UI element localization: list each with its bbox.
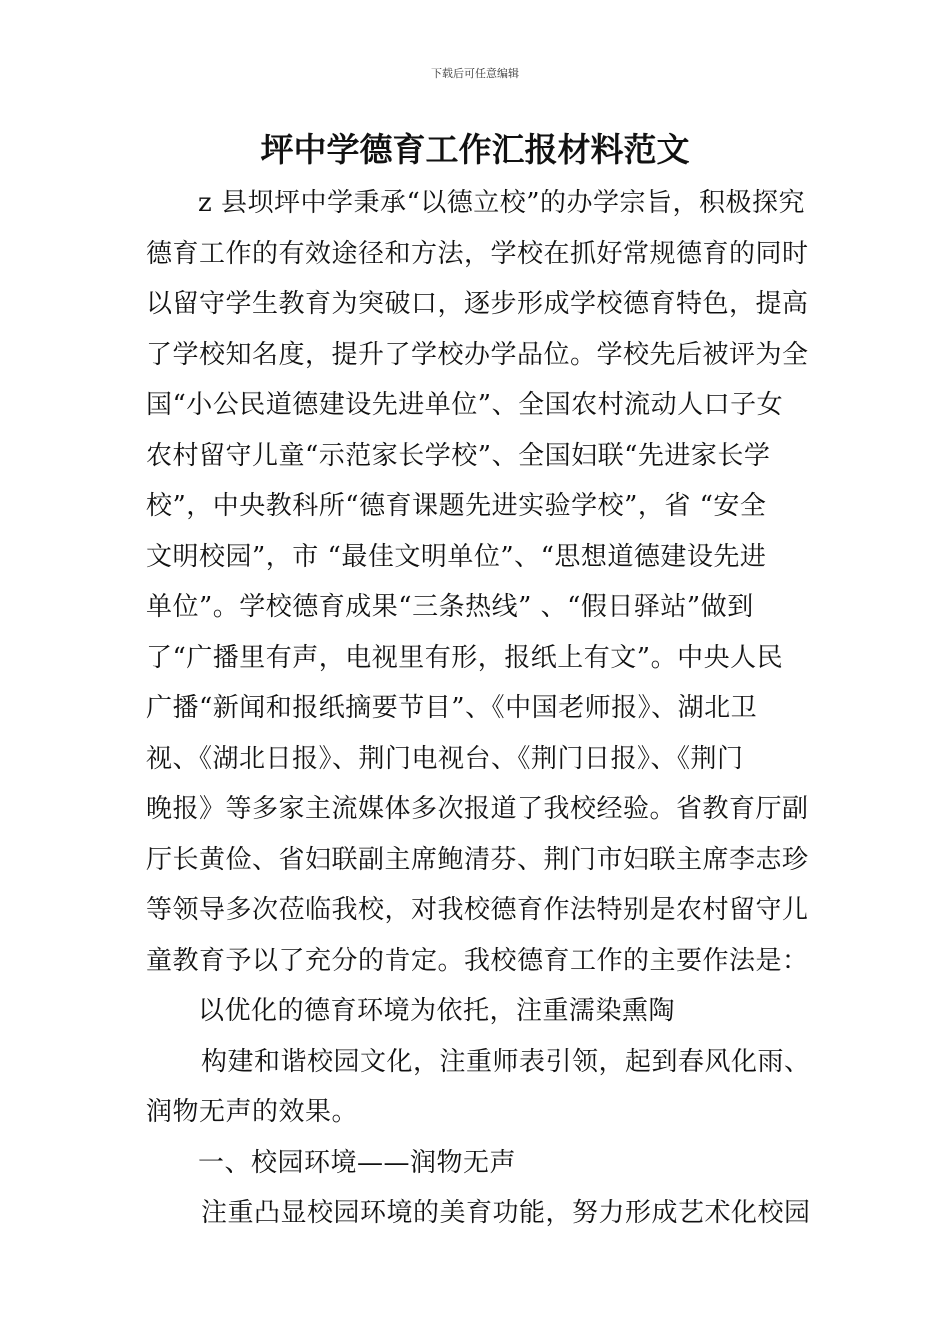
paragraph-line: 等领导多次莅临我校，对我校德育作法特别是农村留守儿 bbox=[146, 895, 809, 925]
paragraph-line: z 县坝坪中学秉承“以德立校”的办学宗旨，积极探究 bbox=[198, 188, 806, 218]
paragraph-line: 国“小公民道德建设先进单位”、全国农村流动人口子女 bbox=[146, 390, 784, 420]
paragraph-line: 农村留守儿童“示范家长学校”、全国妇联“先进家长学 bbox=[146, 440, 771, 471]
paragraph-line: 广播“新闻和报纸摘要节目”、《中国老师报》、湖北卫 bbox=[146, 693, 758, 723]
paragraph-line: 注重凸显校园环境的美育功能，努力形成艺术化校园 bbox=[201, 1198, 811, 1228]
paragraph-line: 校”，中央教科所“德育课题先进实验学校”，省 “安全 bbox=[146, 491, 767, 521]
paragraph-line: 了“广播里有声，电视里有形，报纸上有文”。中央人民 bbox=[146, 642, 784, 673]
document-title: 坪中学德育工作汇报材料范文 bbox=[260, 130, 690, 169]
subsection-heading: 一、校园环境——润物无声 bbox=[198, 1147, 517, 1178]
paragraph-line: 德育工作的有效途径和方法，学校在抓好常规德育的同时 bbox=[146, 238, 809, 269]
paragraph-line: 了学校知名度，提升了学校办学品位。学校先后被评为全 bbox=[146, 339, 809, 370]
paragraph-line: 单位”。学校德育成果“三条热线” 、“假日驿站”做到 bbox=[146, 592, 754, 622]
header-note: 下载后可任意编辑 bbox=[431, 67, 519, 80]
paragraph-line: 以留守学生教育为突破口，逐步形成学校德育特色，提高 bbox=[146, 289, 809, 319]
paragraph-line: 厅长黄俭、省妇联副主席鲍清芬、荆门市妇联主席李志珍 bbox=[146, 844, 809, 875]
document-body bbox=[146, 178, 816, 1239]
paragraph-line: 构建和谐校园文化，注重师表引领，起到春风化雨、 bbox=[201, 1046, 811, 1077]
paragraph-line: 晚报》等多家主流媒体多次报道了我校经验。省教育厅副 bbox=[146, 794, 809, 824]
section-heading: 以优化的德育环境为依托，注重濡染熏陶 bbox=[198, 996, 676, 1026]
paragraph-line: 文明校园”，市 “最佳文明单位”、“思想道德建设先进 bbox=[146, 541, 767, 572]
paragraph-line: 视、《湖北日报》、荆门电视台、《荆门日报》、《荆门 bbox=[146, 743, 744, 774]
paragraph-line: 润物无声的效果。 bbox=[146, 1097, 359, 1127]
paragraph-line: 童教育予以了充分的肯定。我校德育工作的主要作法是： bbox=[146, 945, 809, 976]
